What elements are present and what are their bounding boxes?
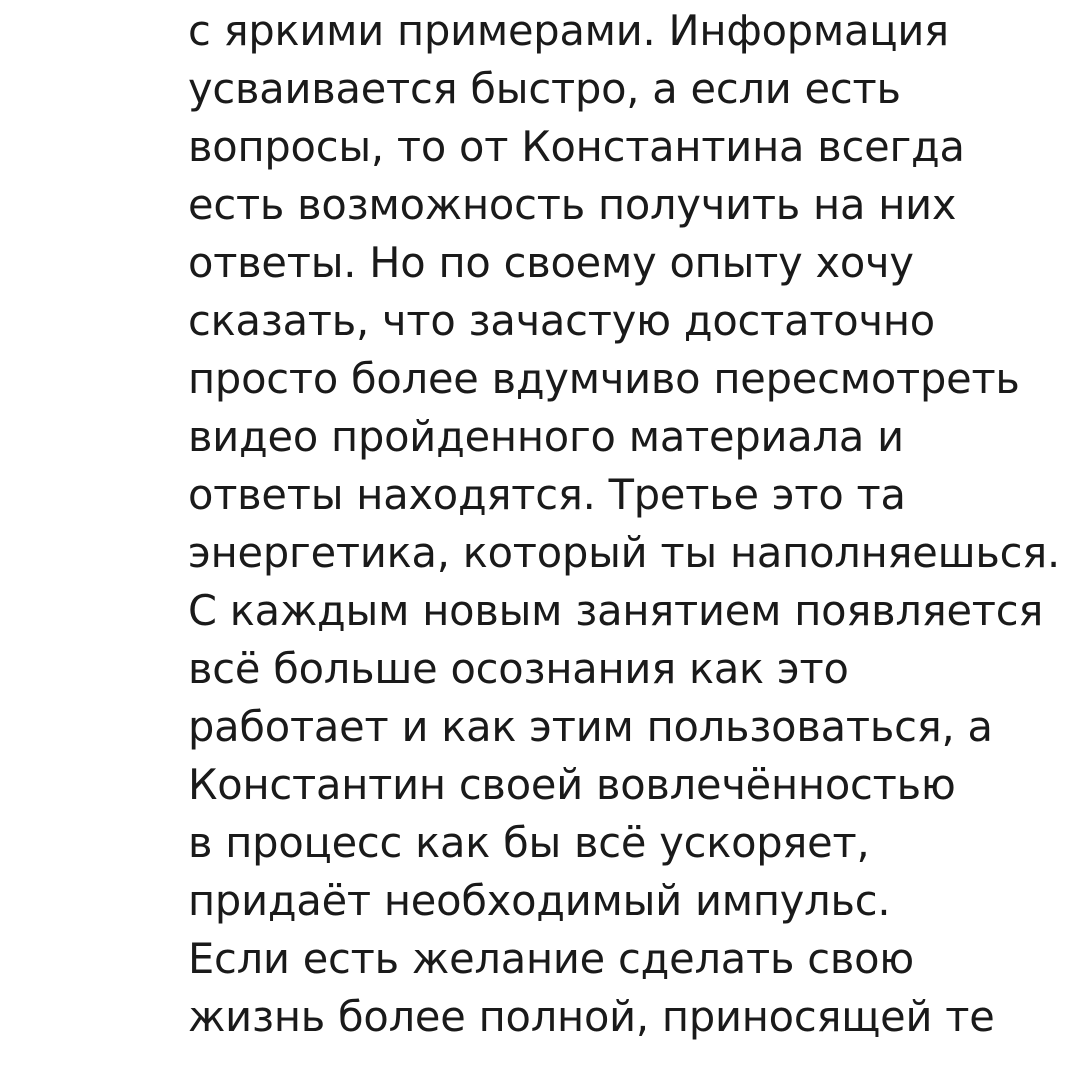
text-line: Константин своей вовлечённостью: [188, 760, 956, 809]
text-line: ответы находятся. Третье это та: [188, 470, 906, 519]
text-line: есть возможность получить на них: [188, 180, 957, 229]
text-line: с яркими примерами. Информация: [188, 6, 949, 55]
text-line: энергетика, который ты наполняешься.: [188, 528, 1061, 577]
text-line: вопросы, то от Константина всегда: [188, 122, 965, 171]
text-line: сказать, что зачастую достаточно: [188, 296, 935, 345]
text-line: придаёт необходимый импульс.: [188, 876, 891, 925]
review-text: [188, 2, 1068, 1046]
text-line: С каждым новым занятием появляется: [188, 586, 1044, 635]
text-line: жизнь более полной, приносящей те: [188, 992, 995, 1041]
text-line: в процесс как бы всё ускоряет,: [188, 818, 870, 867]
text-line: просто более вдумчиво пересмотреть: [188, 354, 1020, 403]
text-line: видео пройденного материала и: [188, 412, 904, 461]
text-line: усваивается быстро, а если есть: [188, 64, 901, 113]
text-line: Если есть желание сделать свою: [188, 934, 915, 983]
text-line: работает и как этим пользоваться, а: [188, 702, 993, 751]
text-line: всё больше осознания как это: [188, 644, 849, 693]
text-line: ответы. Но по своему опыту хочу: [188, 238, 914, 287]
